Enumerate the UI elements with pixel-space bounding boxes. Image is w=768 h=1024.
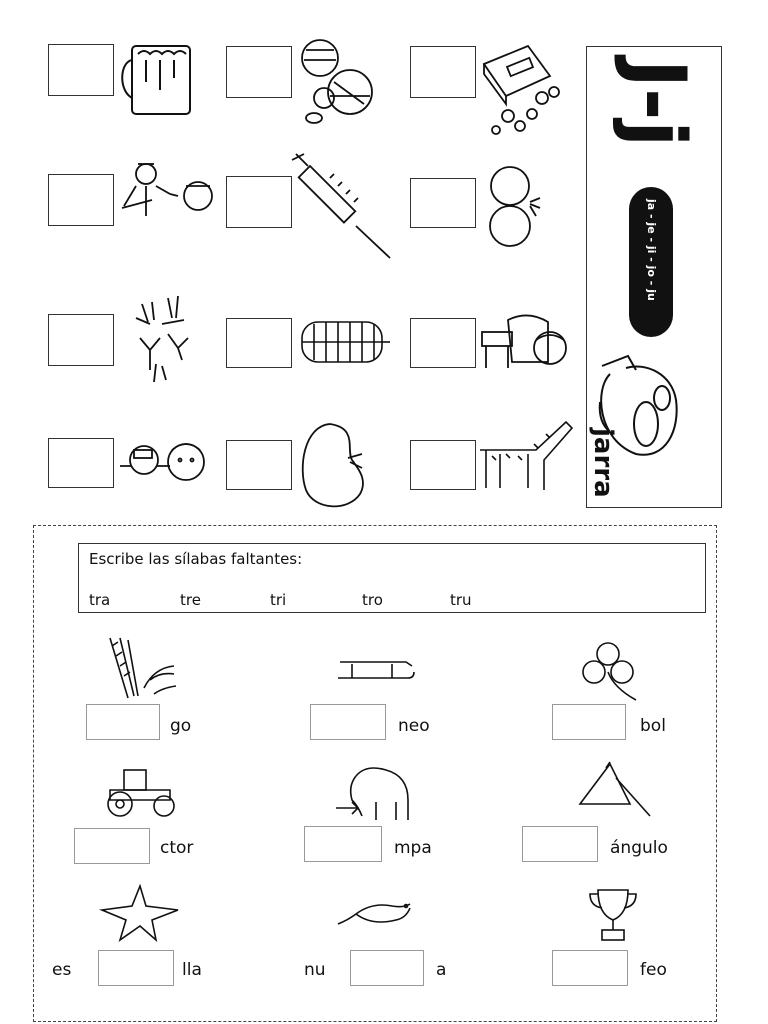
word-suffix-9: feo	[640, 960, 667, 980]
word-suffix-4: ctor	[160, 838, 194, 858]
word-box-3[interactable]	[552, 704, 626, 740]
giraffe-icon	[476, 414, 576, 492]
answer-box-7[interactable]	[48, 314, 114, 366]
option-tru: tru	[450, 591, 472, 609]
answer-box-2[interactable]	[226, 46, 292, 98]
word-box-7[interactable]	[98, 950, 174, 986]
word-suffix-7: lla	[182, 960, 202, 980]
option-tri: tri	[270, 591, 287, 609]
word-suffix-3: bol	[640, 716, 666, 736]
sled-icon	[334, 654, 416, 684]
word-box-5[interactable]	[304, 826, 382, 862]
option-tra: tra	[89, 591, 111, 609]
word-box-2[interactable]	[310, 704, 386, 740]
word-prefix-7: es	[52, 960, 72, 980]
answer-box-11[interactable]	[226, 440, 292, 490]
triangle-icon	[576, 758, 652, 818]
elephant-icon	[336, 762, 414, 824]
syringe-icon	[290, 148, 394, 260]
instruction-title: Escribe las sílabas faltantes:	[89, 550, 303, 568]
answer-box-5[interactable]	[226, 176, 292, 228]
word-suffix-1: go	[170, 716, 192, 736]
answer-box-6[interactable]	[410, 178, 476, 228]
answer-box-10[interactable]	[48, 438, 114, 488]
syllables-oval	[629, 187, 673, 337]
bean-icon	[298, 418, 376, 514]
syllables-text: ja - je - ji - jo - ju	[645, 199, 658, 301]
option-tro: tro	[362, 591, 383, 609]
answer-box-4[interactable]	[48, 174, 114, 226]
mug-icon	[116, 40, 206, 120]
word-box-8[interactable]	[350, 950, 424, 986]
word-suffix-6: ángulo	[610, 838, 668, 858]
answer-box-9[interactable]	[410, 318, 476, 368]
word-box-4[interactable]	[74, 828, 150, 864]
word-suffix-2: neo	[398, 716, 430, 736]
wheat-icon	[100, 636, 184, 700]
children-icon	[116, 436, 216, 490]
clover-icon	[574, 640, 644, 702]
answer-box-8[interactable]	[226, 318, 292, 368]
hands-icon	[132, 294, 196, 386]
tomatoes-icon	[484, 164, 552, 252]
toys-icon	[294, 34, 376, 126]
starfish-icon	[100, 884, 182, 942]
word-box-9[interactable]	[552, 950, 628, 986]
tractor-icon	[100, 766, 182, 818]
option-tre: tre	[180, 591, 201, 609]
cage-icon	[296, 316, 392, 368]
answer-box-3[interactable]	[410, 46, 476, 98]
word-prefix-8: nu	[304, 960, 326, 980]
soap-icon	[478, 38, 568, 142]
word-box-1[interactable]	[86, 704, 160, 740]
otter-icon	[334, 896, 414, 930]
word-suffix-8: a	[436, 960, 447, 980]
word-box-6[interactable]	[522, 826, 598, 862]
letters-title: J-j	[611, 59, 701, 148]
example-word: jarra	[588, 428, 618, 498]
answer-box-1[interactable]	[48, 44, 114, 96]
word-suffix-5: mpa	[394, 838, 432, 858]
trophy-icon	[586, 886, 640, 946]
gardener-icon	[478, 310, 578, 382]
farmer-icon	[116, 158, 216, 238]
answer-box-12[interactable]	[410, 440, 476, 490]
